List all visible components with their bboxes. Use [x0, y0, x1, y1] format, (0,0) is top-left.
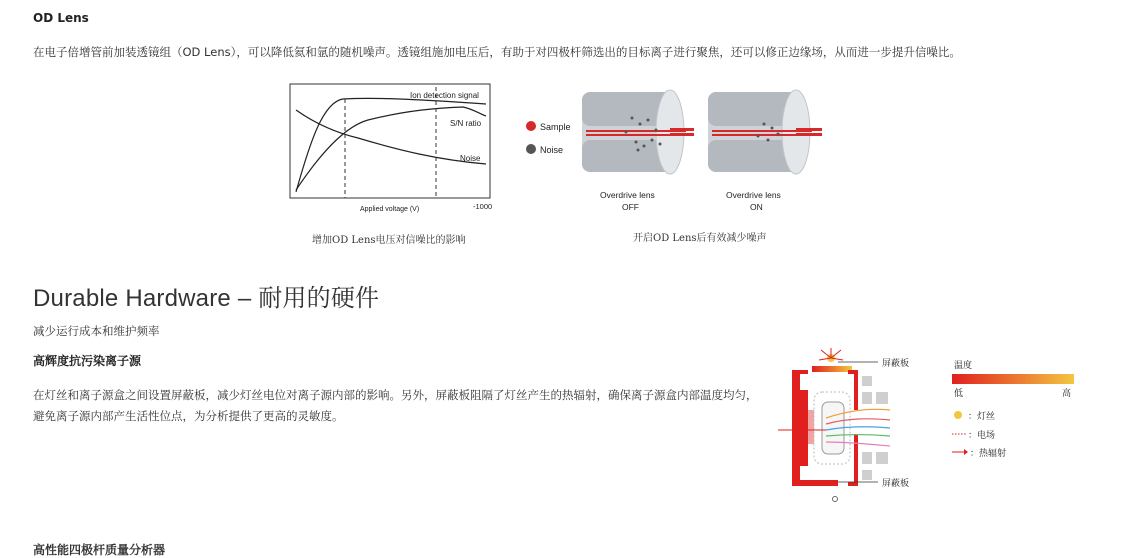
ion-source-diagram	[778, 348, 1098, 506]
legend-sample: Sample	[540, 122, 571, 132]
label-sn-ratio: S/N ratio	[450, 119, 482, 128]
graph-caption: 增加OD Lens电压对信噪比的影响	[312, 235, 466, 246]
next-section-heading: 高性能四极杆质量分析器	[33, 543, 166, 557]
shield-label-top: 屏蔽板	[882, 358, 910, 368]
ion-source-heading: 高辉度抗污染离子源	[33, 354, 142, 368]
shield-label-bottom: 屏蔽板	[882, 478, 910, 488]
small-circle-icon	[833, 497, 838, 502]
ion-source-description: 在灯丝和离子源盒之间设置屏蔽板，减少灯丝电位对离子源内部的影响。另外，屏蔽板阻隔了灯丝产生的热辐射，确保离子源盒内部温度均匀，避免离子源内部产生活性位点，为分析提供了更高的灵敏度。	[33, 388, 758, 423]
od-lens-effect-figure	[520, 84, 830, 219]
durable-hardware-title: Durable Hardware – 耐用的硬件	[33, 285, 380, 312]
lens-figure-caption: 开启OD Lens后有效减少噪声	[633, 233, 767, 244]
temp-gradient-bar	[952, 374, 1074, 384]
temp-high: 高	[1062, 388, 1072, 398]
lens-off-label-1: Overdrive lens	[600, 190, 655, 200]
label-noise: Noise	[460, 154, 481, 163]
label-ion-signal: Ion detection signal	[410, 91, 479, 100]
filament-icon	[819, 348, 843, 362]
temp-low: 低	[954, 388, 964, 398]
noise-dot-icon	[526, 144, 536, 154]
sample-dot-icon	[526, 121, 536, 131]
durable-subtitle: 减少运行成本和维护频率	[33, 324, 160, 338]
legend-field: ：电场	[968, 430, 996, 440]
top-shield-plate	[812, 366, 852, 372]
legend-noise: Noise	[540, 145, 564, 155]
x-tick-label: -1000	[473, 202, 493, 211]
lens-on-label-1: Overdrive lens	[726, 190, 781, 200]
filament-legend-icon	[954, 411, 962, 419]
od-lens-description: 在电子倍增管前加装透镜组（OD Lens），可以降低氦和氩的随机噪声。透镜组施加电压后，有助于对四极杆筛选出的目标离子进行聚焦，还可以修正边缘场，从而进一步提升信噪比。	[33, 45, 961, 59]
lens-off-label-2: OFF	[622, 202, 639, 212]
od-lens-voltage-graph	[288, 82, 498, 217]
temp-label: 温度	[954, 360, 973, 370]
lens-on-illustration	[708, 90, 822, 174]
lens-on-label-2: ON	[750, 202, 763, 212]
lens-off-illustration	[582, 90, 695, 174]
od-lens-heading: OD Lens	[33, 11, 89, 25]
legend-filament: ：灯丝	[968, 411, 996, 421]
x-axis-label: Applied voltage (V)	[360, 206, 420, 213]
legend-heat: ：热辐射	[970, 448, 1007, 458]
